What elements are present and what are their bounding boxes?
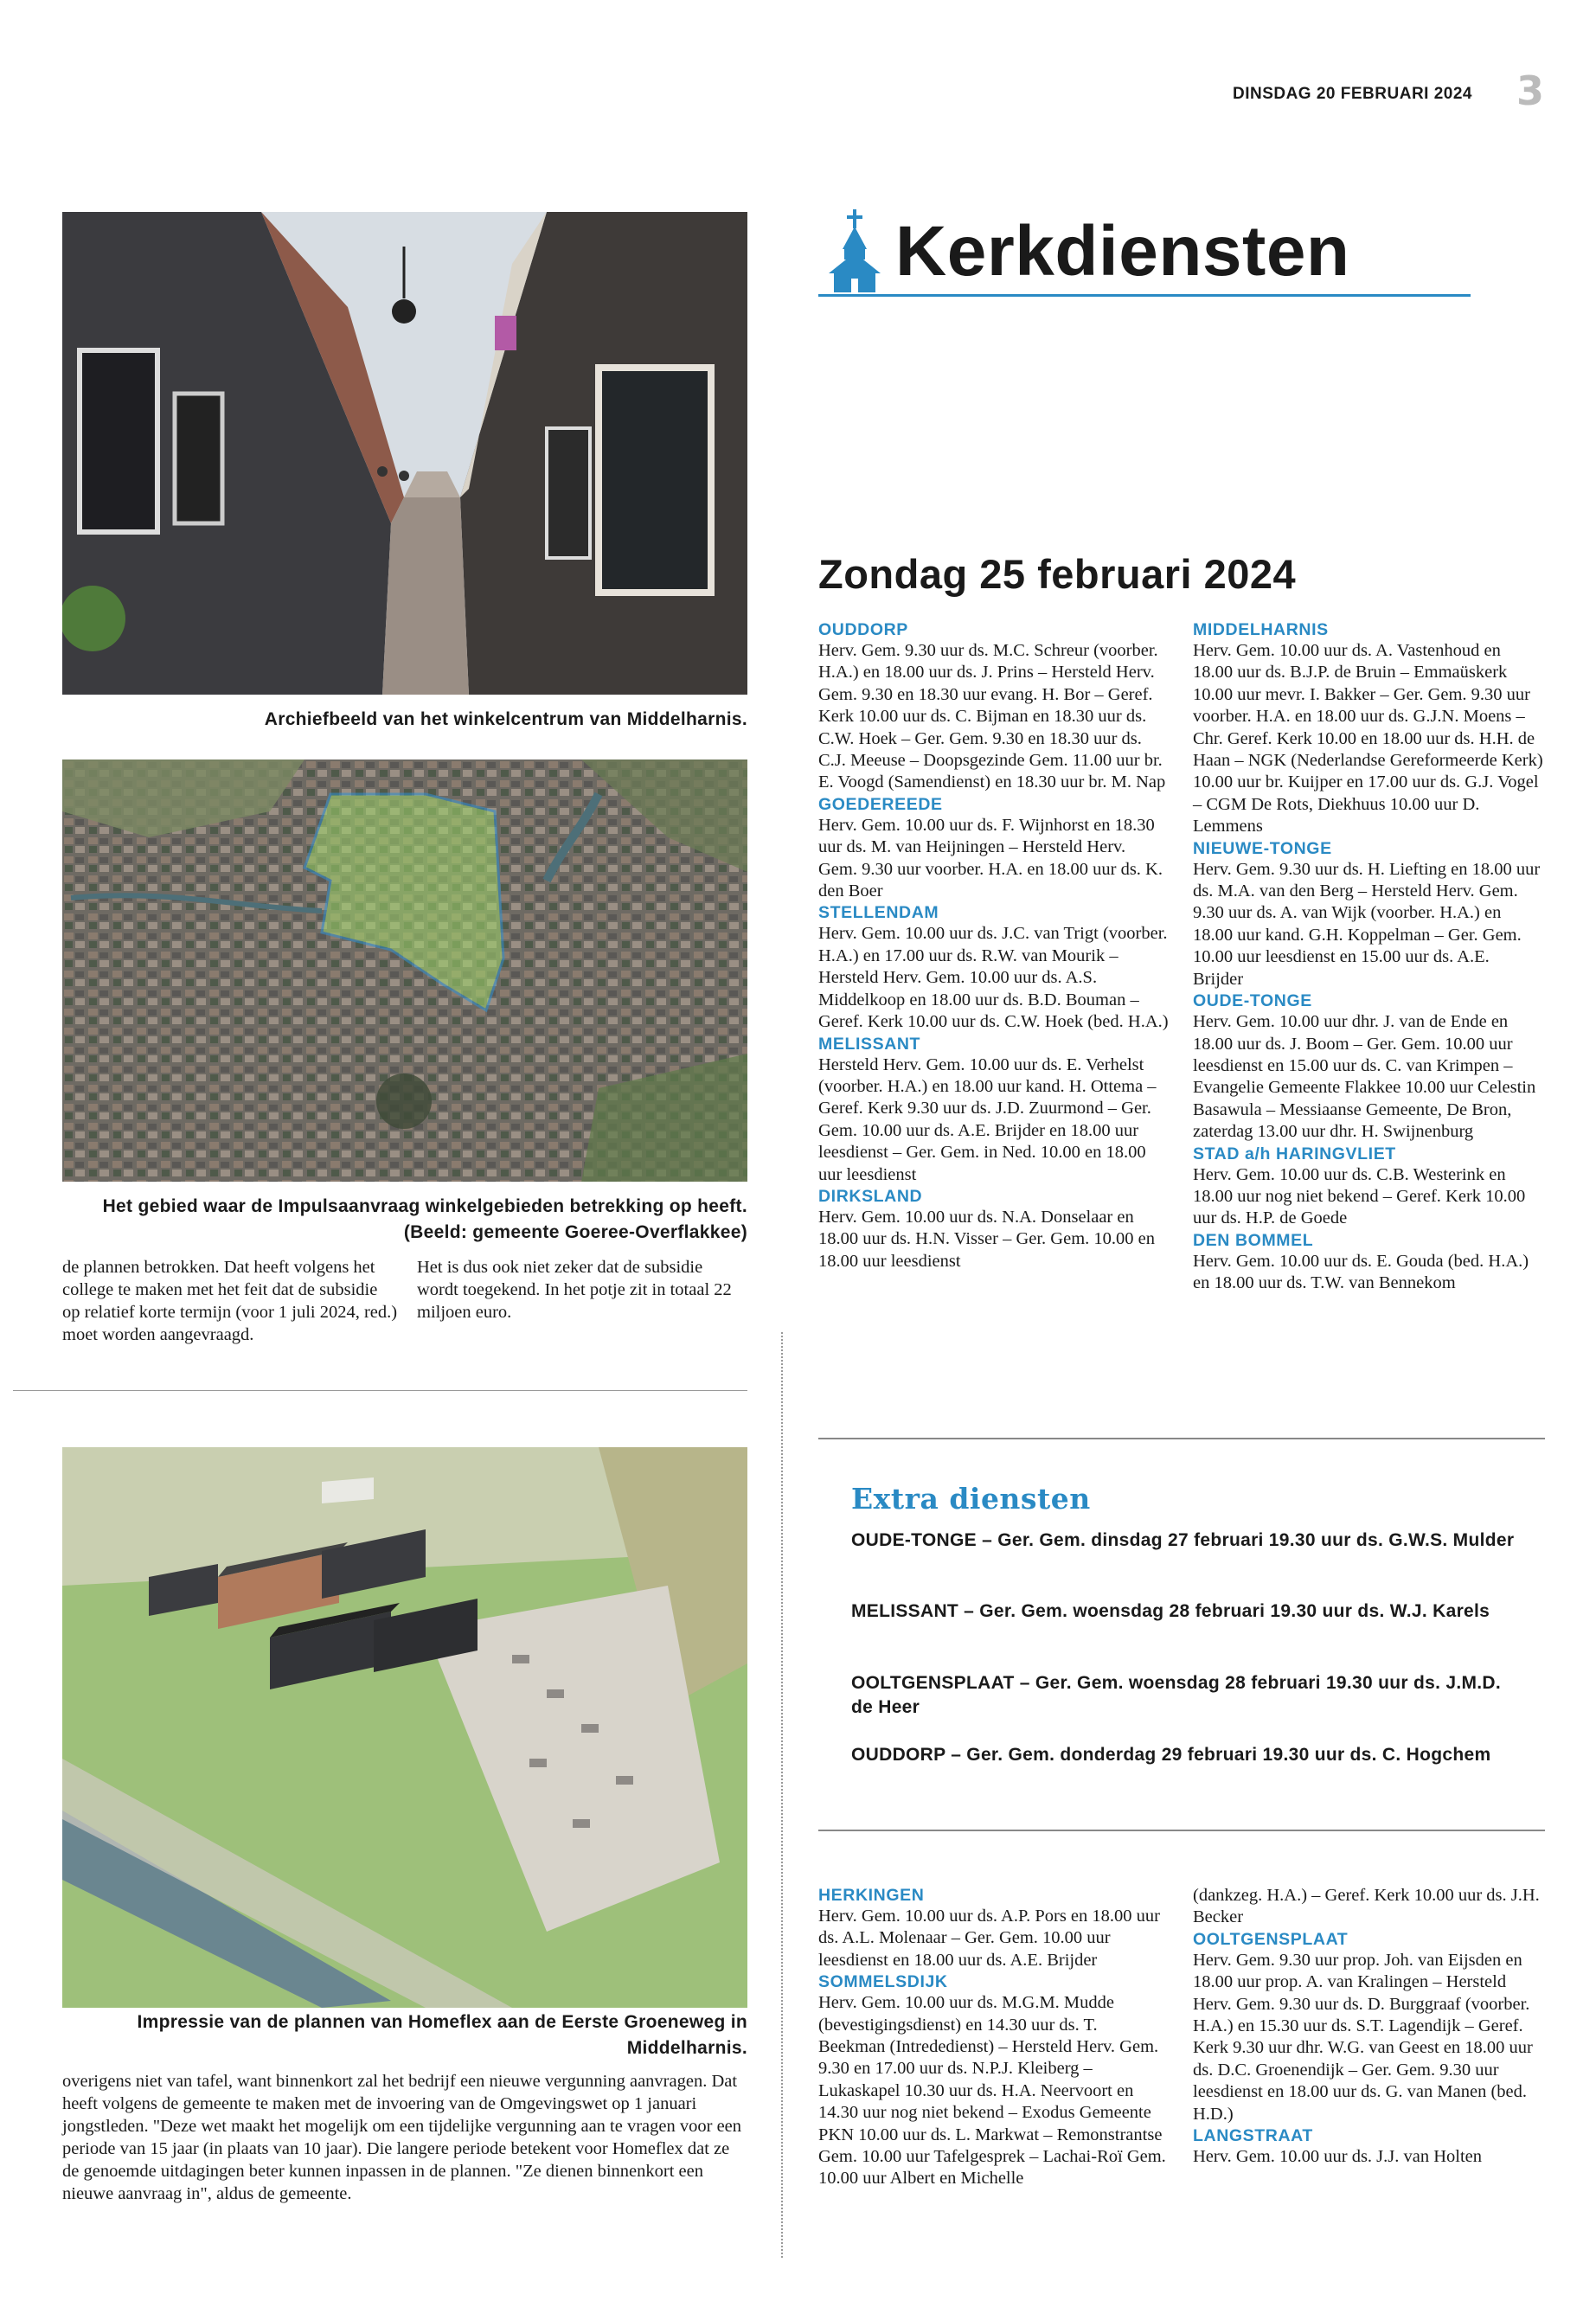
service-text: (dankzeg. H.A.) – Geref. Kerk 10.00 uur ds. J.H. Becker [1193, 1886, 1540, 1927]
town-name: DEN BOMMEL [1193, 1230, 1314, 1250]
photo-aerial-map [62, 760, 747, 1182]
service-block [818, 902, 1169, 1033]
town-name: LANGSTRAAT [1193, 2126, 1313, 2146]
article1-col2: Het is dus ook niet zeker dat de subsidie wordt toegekend. In het potje zit in totaal 22 miljoen euro. [417, 1258, 732, 1322]
services2-col-left [818, 1885, 1169, 2190]
photo-shopping-street [62, 212, 747, 695]
town-name: STELLENDAM [818, 903, 939, 923]
header-date: DINSDAG 20 FEBRUARI 2024 [1232, 85, 1472, 103]
services2-col-right [1193, 1885, 1543, 2168]
service-block [818, 1034, 1169, 1186]
service-text: Hersteld Herv. Gem. 10.00 uur ds. E. Verhelst (voorber. H.A.) en 18.00 uur kand. H. Ottema – Geref. Kerk 9.30 uur ds. J.D. Zuurmond – Ger. Gem. 10.00 uur ds. A.E. Brijder en 18.00 uur leesdienst – Ger. Gem. in Ned. 10.00 en 18.00 uur leesdienst [818, 1054, 1157, 1184]
extra-service-item: OUDDORP – Ger. Gem. donderdag 29 februari 19.30 uur ds. C. Hogchem [851, 1745, 1491, 1765]
service-block [1193, 1144, 1543, 1230]
service-text: Herv. Gem. 10.00 uur ds. J.C. van Trigt (voorber. H.A.) en 17.00 uur ds. R.W. van Mourik – Hersteld Herv. Gem. 10.00 uur ds. A.S. Middelkoop en 18.00 uur ds. B.D. Bouman – Geref. Kerk 10.00 uur ds. C.W. Hoek (bed. H.A.) [818, 924, 1169, 1032]
town-name: STAD a/h HARINGVLIET [1193, 1144, 1396, 1163]
service-block [818, 1971, 1169, 2190]
photo3-caption: Impressie van de plannen van Homeflex aan de Eerste Groeneweg in Middelharnis. [137, 2012, 747, 2058]
column-separator [781, 1332, 783, 2258]
service-text: Herv. Gem. 10.00 uur ds. A. Vastenhoud en 18.00 uur ds. B.J.P. de Bruin – Emmaüskerk 10.00 uur mevr. I. Bakker – Ger. Gem. 9.30 uur voorber. H.A. en 18.00 uur ds. G.J.N. Moens – Chr. Geref. Kerk 10.00 en 18.00 uur ds. H.H. de Haan – NGK (Nederlandse Gereformeerde Kerk) 10.00 uur br. Kuijper en 17.00 uur ds. G.J. Vogel – CGM De Rots, Diekhuus 10.00 uur D. Lemmens [1193, 641, 1543, 836]
services-col-left [818, 619, 1169, 1272]
service-block [1193, 838, 1543, 990]
article1-col1: de plannen betrokken. Dat heeft volgens het college te maken met het feit dat de subsidie op relatief korte termijn (voor 1 juli 2024, red.) moet worden aangevraagd. [62, 1258, 398, 1344]
service-block [818, 619, 1169, 794]
title-underline [818, 294, 1471, 297]
divider-extra-bottom [818, 1830, 1545, 1831]
extra-service-item: OOLTGENSPLAAT – Ger. Gem. woensdag 28 februari 19.30 uur ds. J.M.D. de Heer [851, 1673, 1502, 1717]
service-text: Herv. Gem. 9.30 uur ds. M.C. Schreur (voorber. H.A.) en 18.00 uur ds. J. Prins – Hersteld Herv. Gem. 9.30 en 18.30 uur evang. H. Bor – Geref. Kerk 10.00 uur ds. C. Bijman en 18.30 uur ds. C.W. Hoek – Ger. Gem. 9.30 en 18.30 uur ds. C.J. Meeuse – Doopsgezinde Gem. 11.00 uur br. E. Voogd (Samendienst) en 18.30 uur br. M. Nap [818, 641, 1166, 792]
town-name: OUDE-TONGE [1193, 991, 1312, 1011]
service-text: Herv. Gem. 9.30 uur ds. H. Liefting en 18.00 uur ds. M.A. van den Berg – Hersteld Herv. Gem. 9.30 uur ds. A. van Wijk (voorber. H.A.) en 18.00 uur kand. G.H. Koppelman – Ger. Gem. 10.00 uur leesdienst en 15.00 uur ds. A.E. Brijder [1193, 859, 1541, 989]
town-name: OOLTGENSPLAAT [1193, 1929, 1349, 1949]
extra-services-title: Extra diensten [851, 1482, 1091, 1516]
service-text: Herv. Gem. 10.00 uur ds. A.P. Pors en 18.00 uur ds. A.L. Molenaar – Ger. Gem. 10.00 uur leesdienst en 18.00 uur ds. A.E. Brijder [818, 1907, 1160, 1970]
service-block [1193, 1929, 1543, 2125]
service-text: Herv. Gem. 10.00 uur dhr. J. van de Ende en 18.00 uur ds. J. Boom – Ger. Gem. 10.00 uur leesdienst en 15.00 uur ds. C. van Krimpen – Evangelie Gemeente Flakkee 10.00 uur Celestin Basawula – Messiaanse Gemeente, De Bron, zaterdag 13.00 uur dhr. H. Swijnenburg [1193, 1012, 1536, 1142]
town-name: MIDDELHARNIS [1193, 620, 1329, 639]
article2-text: overigens niet van tafel, want binnenkort zal het bedrijf een nieuwe vergunning aanvragen. Dat heeft volgens de gemeente te maken met de invoering van de Omgevingswet op 1 januari jongstleden. "Deze wet maakt het mogelijk om een tijdelijke vergunning aan te vragen voor een periode van 15 jaar (in plaats van 10 jaar). Die langere periode betekent voor Homeflex dat ze de genoemde uitdagingen beter kunnen inpassen in de plannen. "Ze dienen binnenkort een nieuwe aanvraag in", aldus de gemeente. [62, 2072, 742, 2203]
town-name: NIEUWE-TONGE [1193, 838, 1332, 858]
town-name: GOEDEREEDE [818, 794, 943, 814]
photo-homeflex [62, 1447, 747, 2008]
services-col-right [1193, 619, 1543, 1295]
page-number: 3 [1516, 67, 1544, 114]
service-text: Herv. Gem. 10.00 uur ds. F. Wijnhorst en 18.30 uur ds. M. van Heijningen – Hersteld Herv. Gem. 9.30 uur voorber. H.A. en 18.00 uur ds. K. den Boer [818, 815, 1163, 901]
church-icon [829, 209, 881, 292]
service-text: Herv. Gem. 10.00 uur ds. N.A. Donselaar en 18.00 uur ds. H.N. Visser – Ger. Gem. 10.00 en 18.00 uur leesdienst [818, 1207, 1155, 1271]
service-block [1193, 2125, 1543, 2168]
extra-service-item: OUDE-TONGE – Ger. Gem. dinsdag 27 februari 19.30 uur ds. G.W.S. Mulder [851, 1530, 1515, 1550]
service-block [818, 1885, 1169, 1971]
service-text: Herv. Gem. 10.00 uur ds. M.G.M. Mudde (bevestigingsdienst) en 14.30 uur ds. T. Beekman (Intrededienst) – Hersteld Herv. Gem. 9.30 en 17.00 uur ds. N.P.J. Kleiberg – Lukaskapel 10.30 uur ds. H.A. Neervoort en 14.30 uur nog niet bekend – Exodus Gemeente PKN 10.00 uur ds. L. Markwat – Remonstrantse Gem. 10.00 uur Tafelgesprek – Lachai-Roï Gem. 10.00 uur Albert en Michelle [818, 1993, 1166, 2189]
divider-left [13, 1390, 747, 1391]
service-text: Herv. Gem. 10.00 uur ds. C.B. Westerink en 18.00 uur nog niet bekend – Geref. Kerk 10.00 uur ds. H.P. de Goede [1193, 1164, 1526, 1228]
divider-extra-top [818, 1438, 1545, 1439]
service-block [1193, 990, 1543, 1143]
service-block [1193, 1885, 1543, 1929]
photo1-caption: Archiefbeeld van het winkelcentrum van Middelharnis. [264, 709, 747, 729]
service-block [1193, 619, 1543, 838]
town-name: MELISSANT [818, 1034, 921, 1054]
service-text: Herv. Gem. 9.30 uur prop. Joh. van Eijsden en 18.00 uur prop. A. van Kralingen – Hersteld Herv. Gem. 9.30 uur ds. D. Burggraaf (voorber. H.A.) en 15.30 uur ds. S.T. Lagendijk – Geref. Kerk 9.30 uur dhr. W.G. van Geest en 18.00 uur ds. D.C. Groenendijk – Ger. Gem. 9.30 uur leesdienst en 18.00 uur ds. G. van Manen (bed. H.D.) [1193, 1950, 1533, 2124]
service-block [818, 794, 1169, 903]
extra-service-item: MELISSANT – Ger. Gem. woensdag 28 februari 19.30 uur ds. W.J. Karels [851, 1601, 1490, 1621]
sunday-heading: Zondag 25 februari 2024 [818, 551, 1297, 597]
town-name: HERKINGEN [818, 1886, 925, 1905]
service-block [818, 1186, 1169, 1272]
service-text: Herv. Gem. 10.00 uur ds. E. Gouda (bed. H.A.) en 18.00 uur ds. T.W. van Bennekom [1193, 1251, 1529, 1293]
town-name: OUDDORP [818, 620, 908, 639]
town-name: DIRKSLAND [818, 1186, 923, 1206]
photo2-caption: Het gebied waar de Impulsaanvraag winkelgebieden betrekking op heeft. (Beeld: gemeente Goeree-Overflakkee) [102, 1196, 747, 1242]
service-text: Herv. Gem. 10.00 uur ds. J.J. van Holten [1193, 2147, 1483, 2167]
town-name: SOMMELSDIJK [818, 1972, 948, 1992]
section-title-kerkdiensten: Kerkdiensten [895, 212, 1350, 291]
service-block [1193, 1230, 1543, 1295]
